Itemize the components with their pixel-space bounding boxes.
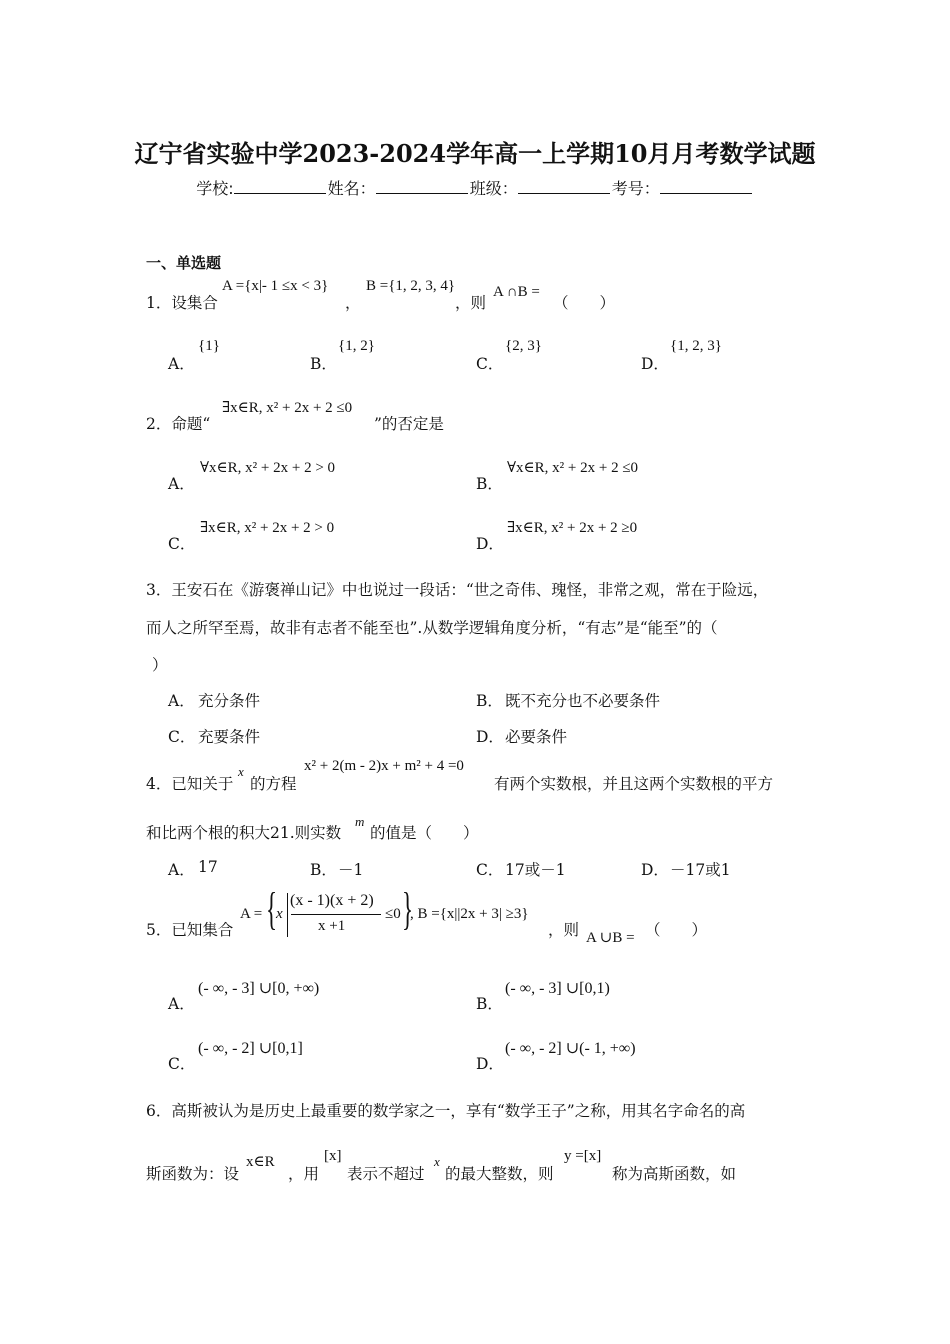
q5-set-a-cond: ≤0 xyxy=(385,906,401,922)
number-label: 考号： xyxy=(611,179,660,198)
q4-option-c-value: 17或－1 xyxy=(505,861,566,879)
q3-option-b-label: B． xyxy=(476,692,503,710)
q3-option-a-value: 充分条件 xyxy=(198,692,261,710)
q3-line-2: 而人之所罕至焉，故非有志者不能至也”.从数学逻辑角度分析，“有志”是“能至”的（ xyxy=(146,619,718,637)
q6-expr-2: [x] xyxy=(324,1148,342,1164)
q5-left-brace: { xyxy=(266,883,278,934)
q5-paren: （ ） xyxy=(645,921,708,939)
q6-part-5: 称为高斯函数，如 xyxy=(612,1165,737,1183)
q1-option-a-value: {1} xyxy=(198,338,220,354)
q4-expr: x² + 2(m - 2)x + m² + 4 =0 xyxy=(304,758,464,774)
q2-option-d-label: D． xyxy=(476,535,504,553)
q6-expr-4: y =[x] xyxy=(564,1148,602,1164)
q1-sep: ， xyxy=(345,294,361,312)
q1-set-a: A ={x|- 1 ≤x < 3} xyxy=(222,278,329,294)
q1-then: ，则 xyxy=(455,294,487,312)
q1-expr: A ∩B = xyxy=(493,284,540,300)
name-blank xyxy=(376,179,468,194)
q5-set-b: , B ={x||2x + 3| ≥3} xyxy=(410,906,529,922)
number-blank xyxy=(660,179,752,194)
q2-option-b-label: B． xyxy=(476,475,503,493)
q5-option-c-value: (- ∞, - 2] ∪[0,1] xyxy=(198,1040,303,1057)
q2-option-d-value: ∃x∈R, x² + 2x + 2 ≥0 xyxy=(507,520,638,536)
q6-line-1: 6．高斯被认为是历史上最重要的数学家之一，享有“数学王子”之称，用其名字命名的高 xyxy=(146,1102,746,1120)
section-heading: 一、单选题 xyxy=(146,254,222,272)
q3-option-c-label: C． xyxy=(168,728,196,746)
q5-option-a-value: (- ∞, - 3] ∪[0, +∞) xyxy=(198,980,320,997)
q2-option-a-value: ∀x∈R, x² + 2x + 2 > 0 xyxy=(200,460,336,476)
q1-option-b-label: B． xyxy=(310,355,337,373)
q3-option-c-value: 充要条件 xyxy=(198,728,261,746)
q4-prefix: 4．已知关于 xyxy=(146,775,234,793)
q6-part-2: ，用 xyxy=(288,1165,320,1183)
q4-option-c-label: C． xyxy=(476,861,504,879)
name-label: 姓名： xyxy=(327,179,376,198)
q4-var-m: m xyxy=(355,814,365,829)
q4-option-b-value: －1 xyxy=(338,861,364,879)
q6-part-4: 的最大整数，则 xyxy=(445,1165,554,1183)
q5-option-c-label: C． xyxy=(168,1055,196,1073)
q3-option-d-label: D． xyxy=(476,728,504,746)
q4-option-d-label: D． xyxy=(641,861,669,879)
q5-fraction-numerator: (x - 1)(x + 2) xyxy=(290,892,374,909)
q5-right-brace: } xyxy=(402,883,414,934)
q1-option-a-label: A． xyxy=(168,355,195,373)
class-blank xyxy=(518,179,610,194)
q5-prefix: 5．已知集合 xyxy=(146,921,234,939)
q1-paren: （ ） xyxy=(553,294,616,312)
q3-line-3: ） xyxy=(152,656,168,674)
q2-expr: ∃x∈R, x² + 2x + 2 ≤0 xyxy=(222,400,353,416)
q5-option-b-label: B． xyxy=(476,995,503,1013)
q4-line-2b: 的值是（ ） xyxy=(370,824,479,842)
q4-option-a-value: 17 xyxy=(198,858,218,876)
q6-part-1: 斯函数为：设 xyxy=(146,1165,240,1183)
class-label: 班级： xyxy=(469,179,518,198)
q5-option-d-value: (- ∞, - 2] ∪(- 1, +∞) xyxy=(505,1040,636,1057)
q6-part-3: 表示不超过 xyxy=(347,1165,425,1183)
q5-fraction-denominator: x +1 xyxy=(318,918,346,934)
q1-prefix: 1．设集合 xyxy=(146,294,218,312)
q2-suffix: ”的否定是 xyxy=(374,415,444,433)
school-label: 学校: xyxy=(196,179,234,198)
q5-option-b-value: (- ∞, - 3] ∪[0,1) xyxy=(505,980,610,997)
student-info-line xyxy=(0,176,950,199)
q5-then: ，则 xyxy=(548,921,580,939)
q1-set-b: B ={1, 2, 3, 4} xyxy=(366,278,456,294)
school-blank xyxy=(234,179,326,194)
q2-prefix: 2．命题“ xyxy=(146,415,211,433)
q6-expr-3: x xyxy=(434,1154,440,1169)
q3-option-b-value: 既不充分也不必要条件 xyxy=(505,692,661,710)
q4-mid: 的方程 xyxy=(250,775,297,793)
q5-option-d-label: D． xyxy=(476,1055,504,1073)
q5-set-a-left: A = xyxy=(240,906,263,922)
q1-option-c-value: {2, 3} xyxy=(505,338,542,354)
q1-option-b-value: {1, 2} xyxy=(338,338,375,354)
q5-option-a-label: A． xyxy=(168,995,195,1013)
q2-option-c-label: C． xyxy=(168,535,196,553)
q4-option-d-value: －17或1 xyxy=(670,861,731,879)
exam-title: 辽宁省实验中学2023-2024学年高一上学期10月月考数学试题 xyxy=(134,139,816,168)
q5-fraction-bar xyxy=(291,914,381,915)
q2-option-a-label: A． xyxy=(168,475,195,493)
q5-set-a-x: x xyxy=(276,906,283,922)
q3-option-d-value: 必要条件 xyxy=(505,728,568,746)
q3-line-1: 3．王安石在《游褒禅山记》中也说过一段话：“世之奇伟、瑰怪，非常之观，常在于险远， xyxy=(146,581,769,599)
q4-line-2a: 和比两个根的积大21.则实数 xyxy=(146,824,342,842)
q2-option-c-value: ∃x∈R, x² + 2x + 2 > 0 xyxy=(200,520,335,536)
q4-suffix: 有两个实数根，并且这两个实数根的平方 xyxy=(494,775,774,793)
q4-option-b-label: B． xyxy=(310,861,337,879)
q4-var-x: x xyxy=(238,764,244,779)
q6-expr-1: x∈R xyxy=(246,1154,275,1170)
q5-divider xyxy=(287,893,288,937)
q1-option-d-value: {1, 2, 3} xyxy=(670,338,722,354)
q1-option-c-label: C． xyxy=(476,355,504,373)
q2-option-b-value: ∀x∈R, x² + 2x + 2 ≤0 xyxy=(507,460,639,476)
q4-option-a-label: A． xyxy=(168,861,195,879)
q1-option-d-label: D． xyxy=(641,355,669,373)
q5-expr: A ∪B = xyxy=(586,930,635,946)
q3-option-a-label: A． xyxy=(168,692,195,710)
